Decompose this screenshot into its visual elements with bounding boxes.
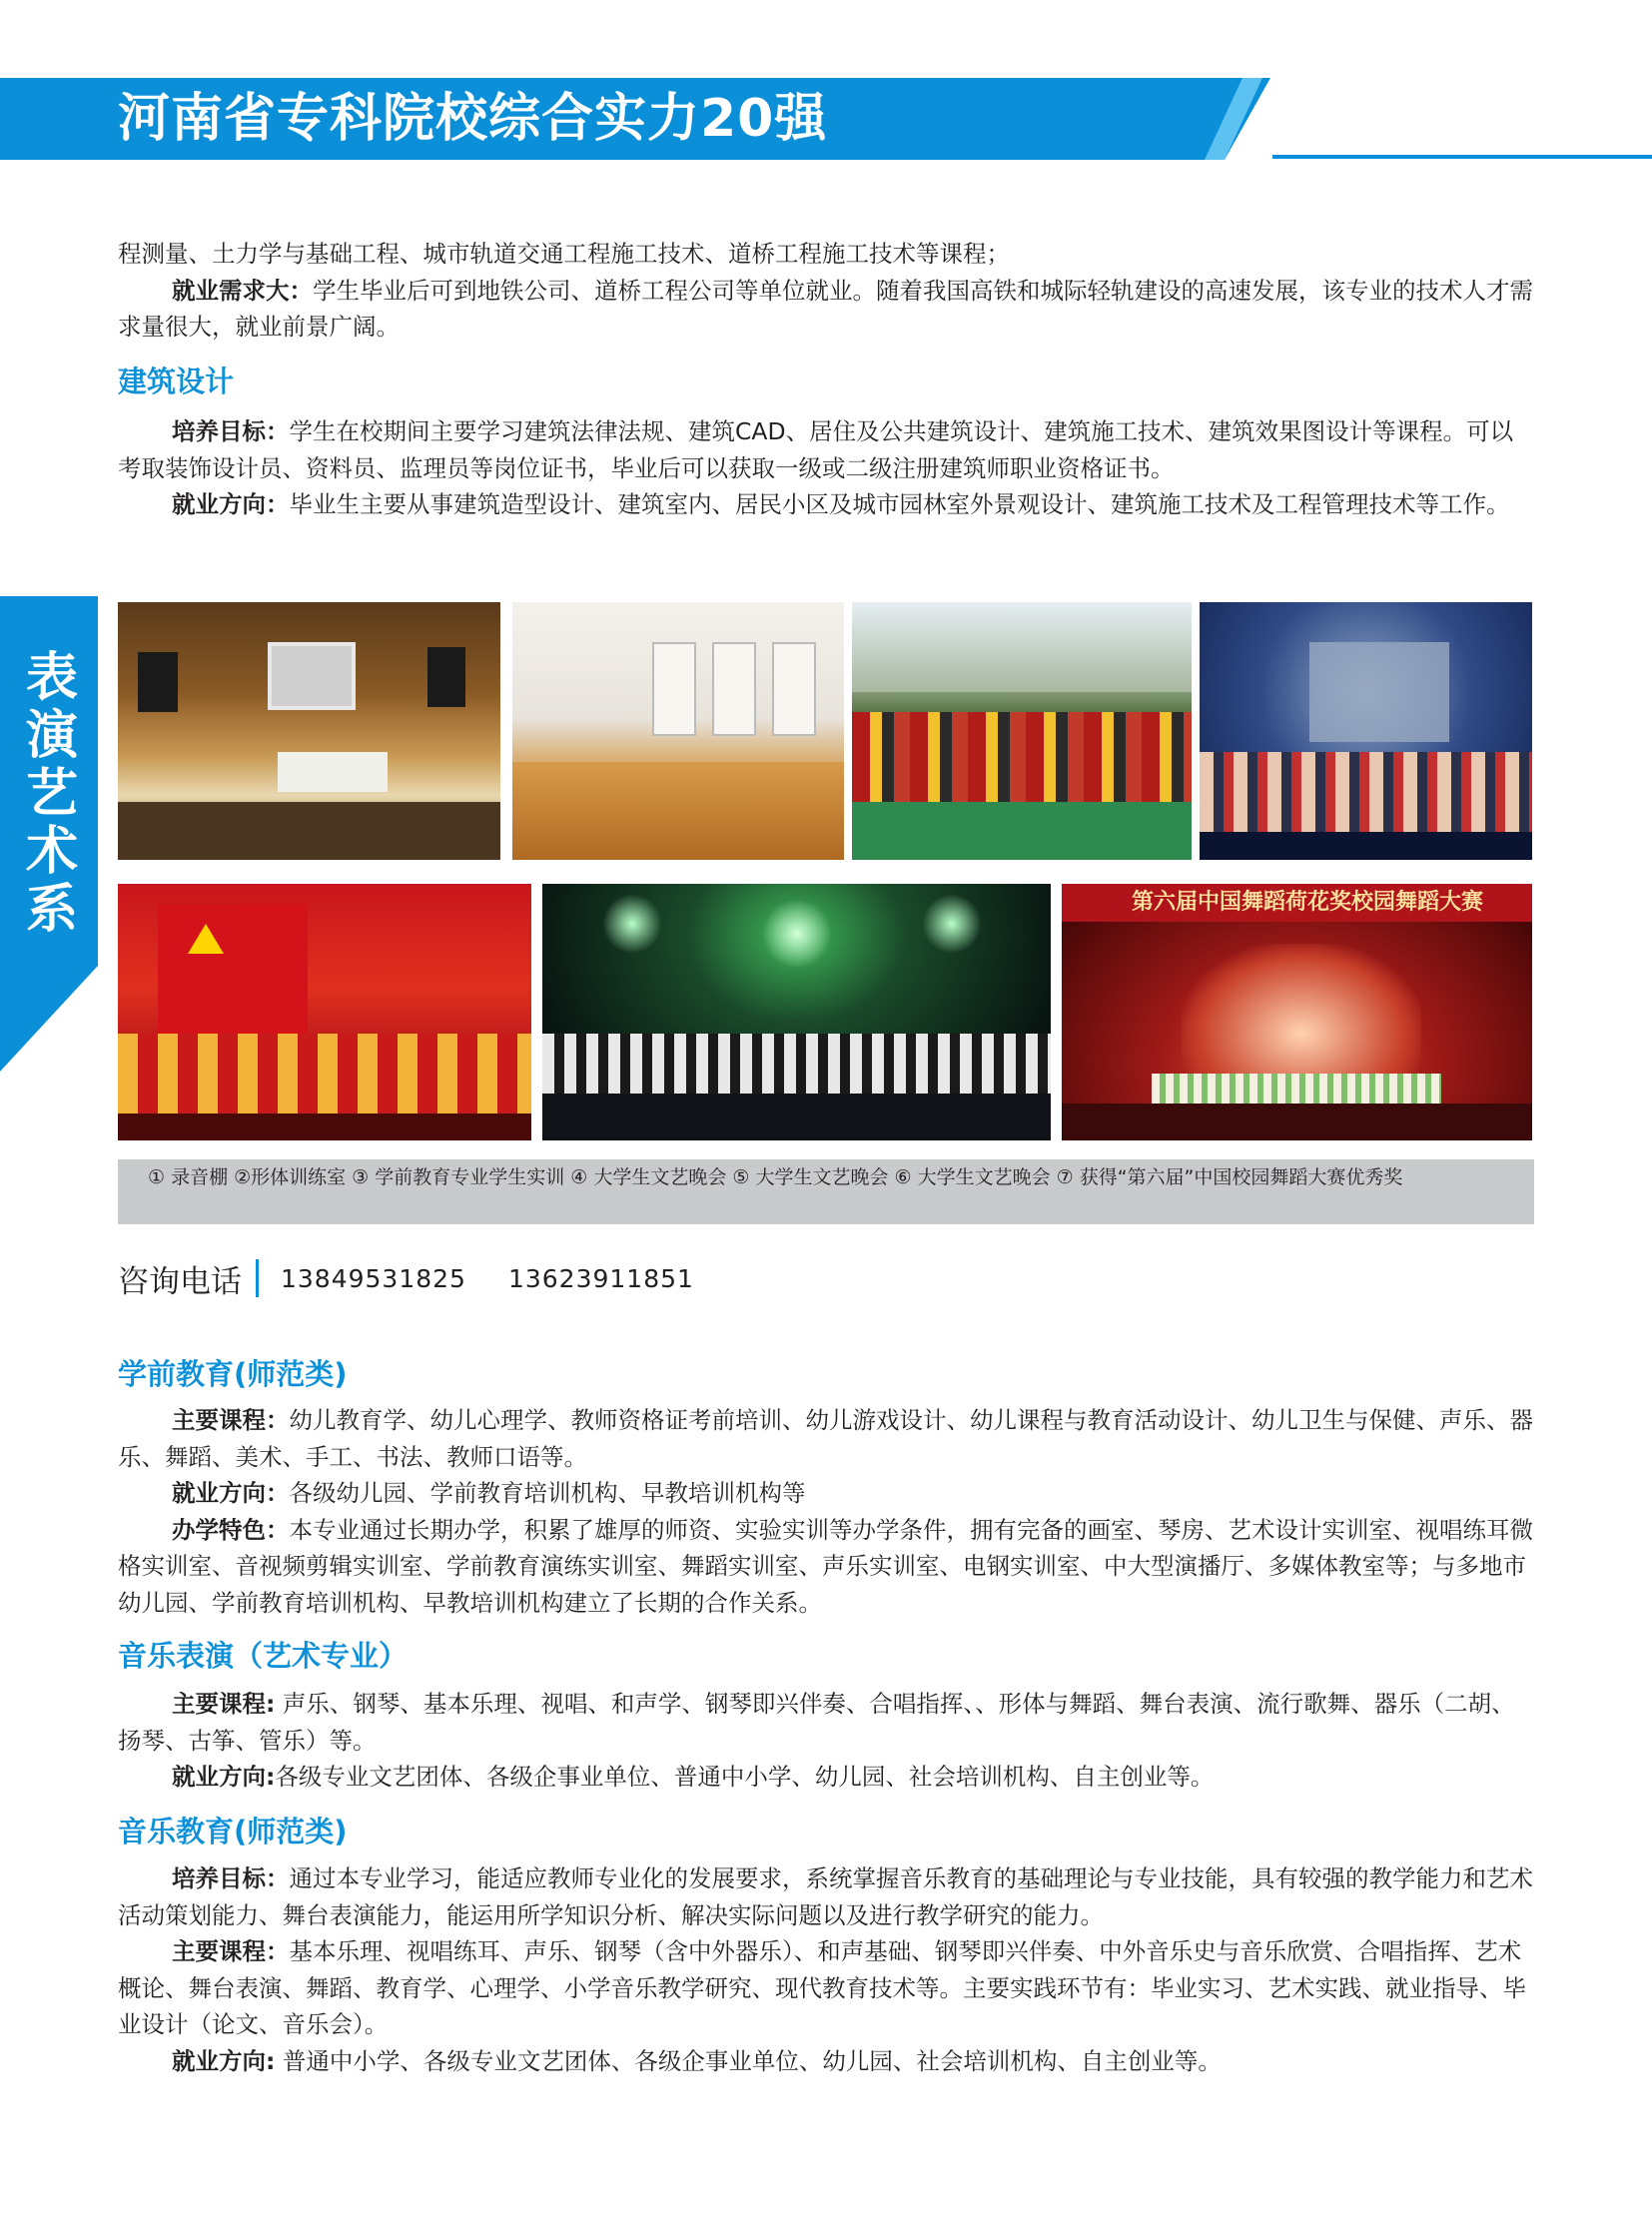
contact-divider (256, 1259, 259, 1297)
photo-preschool-practice (852, 602, 1192, 860)
music-performance-courses-label: 主要课程: (172, 1690, 276, 1718)
architecture-goal (118, 413, 1534, 486)
music-education-courses-text: 基本乐理、视唱练耳、声乐、钢琴（含中外器乐）、和声基础、钢琴即兴伴奏、中外音乐史与音乐欣赏、合唱指挥、艺术概论、舞台表演、舞蹈、教育学、心理学、小学音乐教学研究、现代教育技术等。主要实践环节有：毕业实习、艺术实践、就业指导、毕业设计（论文、音乐会）。 (118, 1937, 1526, 2038)
header-rule (1272, 155, 1652, 159)
department-tab-label: 表演艺术系 (25, 648, 78, 940)
architecture-career-text: 毕业生主要从事建筑造型设计、建筑室内、居民小区及城市园林室外景观设计、建筑施工技术及工程管理技术等工作。 (289, 490, 1510, 518)
music-education-goal-text: 通过本专业学习，能适应教师专业化的发展要求，系统掌握音乐教育的基础理论与专业技能，具有较强的教学能力和艺术活动策划能力、舞台表演能力，能运用所学知识分析、解决实际问题以及进行教学研究的能力。 (118, 1864, 1533, 1929)
music-performance-courses-text: 声乐、钢琴、基本乐理、视唱、和声学、钢琴即兴伴奏、合唱指挥、、形体与舞蹈、舞台表演、流行歌舞、器乐（二胡、扬琴、古筝、管乐）等。 (118, 1690, 1515, 1755)
music-education-block (118, 1860, 1534, 2079)
contact-phone-2[interactable]: 13623911851 (507, 1263, 694, 1293)
photo-caption: ① 录音棚 ②形体训练室 ③ 学前教育专业学生实训 ④ 大学生文艺晚会 ⑤ 大学生文艺晚会 ⑥ 大学生文艺晚会 ⑦ 获得“第六届”中国校园舞蹈大赛优秀奖 (148, 1166, 1403, 1188)
music-performance-courses (118, 1686, 1534, 1759)
architecture-block (118, 413, 1534, 523)
preschool-career (118, 1475, 1534, 1512)
preschool-features-label: 办学特色： (172, 1515, 290, 1544)
preschool-features-text: 本专业通过长期办学，积累了雄厚的师资、实验实训等办学条件，拥有完备的画室、琴房、艺术设计实训室、视唱练耳微格实训室、音视频剪辑实训室、学前教育演练实训室、舞蹈实训室、声乐实训室、电钢实训室、中大型演播厅、多媒体教室等；与多地市幼儿园、学前教育培训机构、早教培训机构建立了长期的合作关系。 (118, 1515, 1533, 1617)
page-title: 河南省专科院校综合实力20强 (118, 89, 828, 149)
section-title-music-education: 音乐教育(师范类) (118, 1815, 348, 1848)
contact-phone-1[interactable]: 13849531825 (281, 1263, 466, 1293)
music-education-goal-label: 培养目标： (172, 1864, 290, 1892)
photo-banner-text: 第六届中国舞蹈荷花奖校园舞蹈大赛 (1132, 890, 1484, 915)
photo-caption-box (118, 1159, 1534, 1224)
preschool-block (118, 1402, 1534, 1621)
section-title-architecture: 建筑设计 (118, 365, 235, 398)
architecture-career-label: 就业方向： (172, 490, 290, 518)
architecture-goal-label: 培养目标： (172, 417, 290, 445)
photo-student-gala-3 (542, 884, 1051, 1140)
contact-line (118, 1256, 736, 1300)
music-education-career-label: 就业方向: (172, 2046, 276, 2075)
photo-dance-training-room (512, 602, 844, 860)
section-title-music-performance: 音乐表演（艺术专业） (118, 1639, 409, 1673)
photo-dance-competition-award (1062, 884, 1532, 1140)
music-education-career (118, 2043, 1534, 2080)
preschool-courses-text: 幼儿教育学、幼儿心理学、教师资格证考前培训、幼儿游戏设计、幼儿课程与教育活动设计、幼儿卫生与保健、声乐、器乐、舞蹈、美术、手工、书法、教师口语等。 (118, 1406, 1533, 1471)
section-title-preschool: 学前教育(师范类) (118, 1357, 348, 1391)
music-education-courses (118, 1933, 1534, 2043)
architecture-goal-text: 学生在校期间主要学习建筑法律法规、建筑CAD、居住及公共建筑设计、建筑施工技术、建筑效果图设计等课程。可以考取装饰设计员、资料员、监理员等岗位证书，毕业后可以获取一级或二级注册建筑师职业资格证书。 (118, 417, 1514, 482)
intro-text: 学生毕业后可到地铁公司、道桥工程公司等单位就业。随着我国高铁和城际轻轨建设的高速发展，该专业的技术人才需求量很大，就业前景广阔。 (118, 276, 1533, 341)
music-performance-career-label: 就业方向: (172, 1763, 276, 1791)
intro-paragraph (118, 273, 1534, 346)
music-education-career-text: 普通中小学、各级专业文艺团体、各级企事业单位、幼儿园、社会培训机构、自主创业等。 (275, 2046, 1222, 2075)
music-performance-career (118, 1759, 1534, 1796)
photo-student-gala-1 (1200, 602, 1532, 860)
intro-block (118, 236, 1534, 346)
preschool-career-label: 就业方向： (172, 1479, 290, 1507)
photo-recording-studio (118, 602, 500, 860)
music-education-courses-label: 主要课程： (172, 1937, 290, 1965)
intro-label: 就业需求大： (172, 276, 313, 305)
preschool-courses-label: 主要课程： (172, 1406, 290, 1434)
architecture-career (118, 486, 1534, 523)
preschool-courses (118, 1402, 1534, 1475)
preschool-features (118, 1512, 1534, 1622)
preschool-career-text: 各级幼儿园、学前教育培训机构、早教培训机构等 (289, 1479, 806, 1507)
contact-label: 咨询电话 (118, 1263, 242, 1300)
music-education-goal (118, 1860, 1534, 1933)
music-performance-career-text: 各级专业文艺团体、各级企事业单位、普通中小学、幼儿园、社会培训机构、自主创业等。 (275, 1763, 1215, 1791)
intro-line: 程测量、土力学与基础工程、城市轨道交通工程施工技术、道桥工程施工技术等课程； (118, 240, 1010, 268)
music-performance-block (118, 1686, 1534, 1796)
photo-student-gala-2 (118, 884, 531, 1140)
